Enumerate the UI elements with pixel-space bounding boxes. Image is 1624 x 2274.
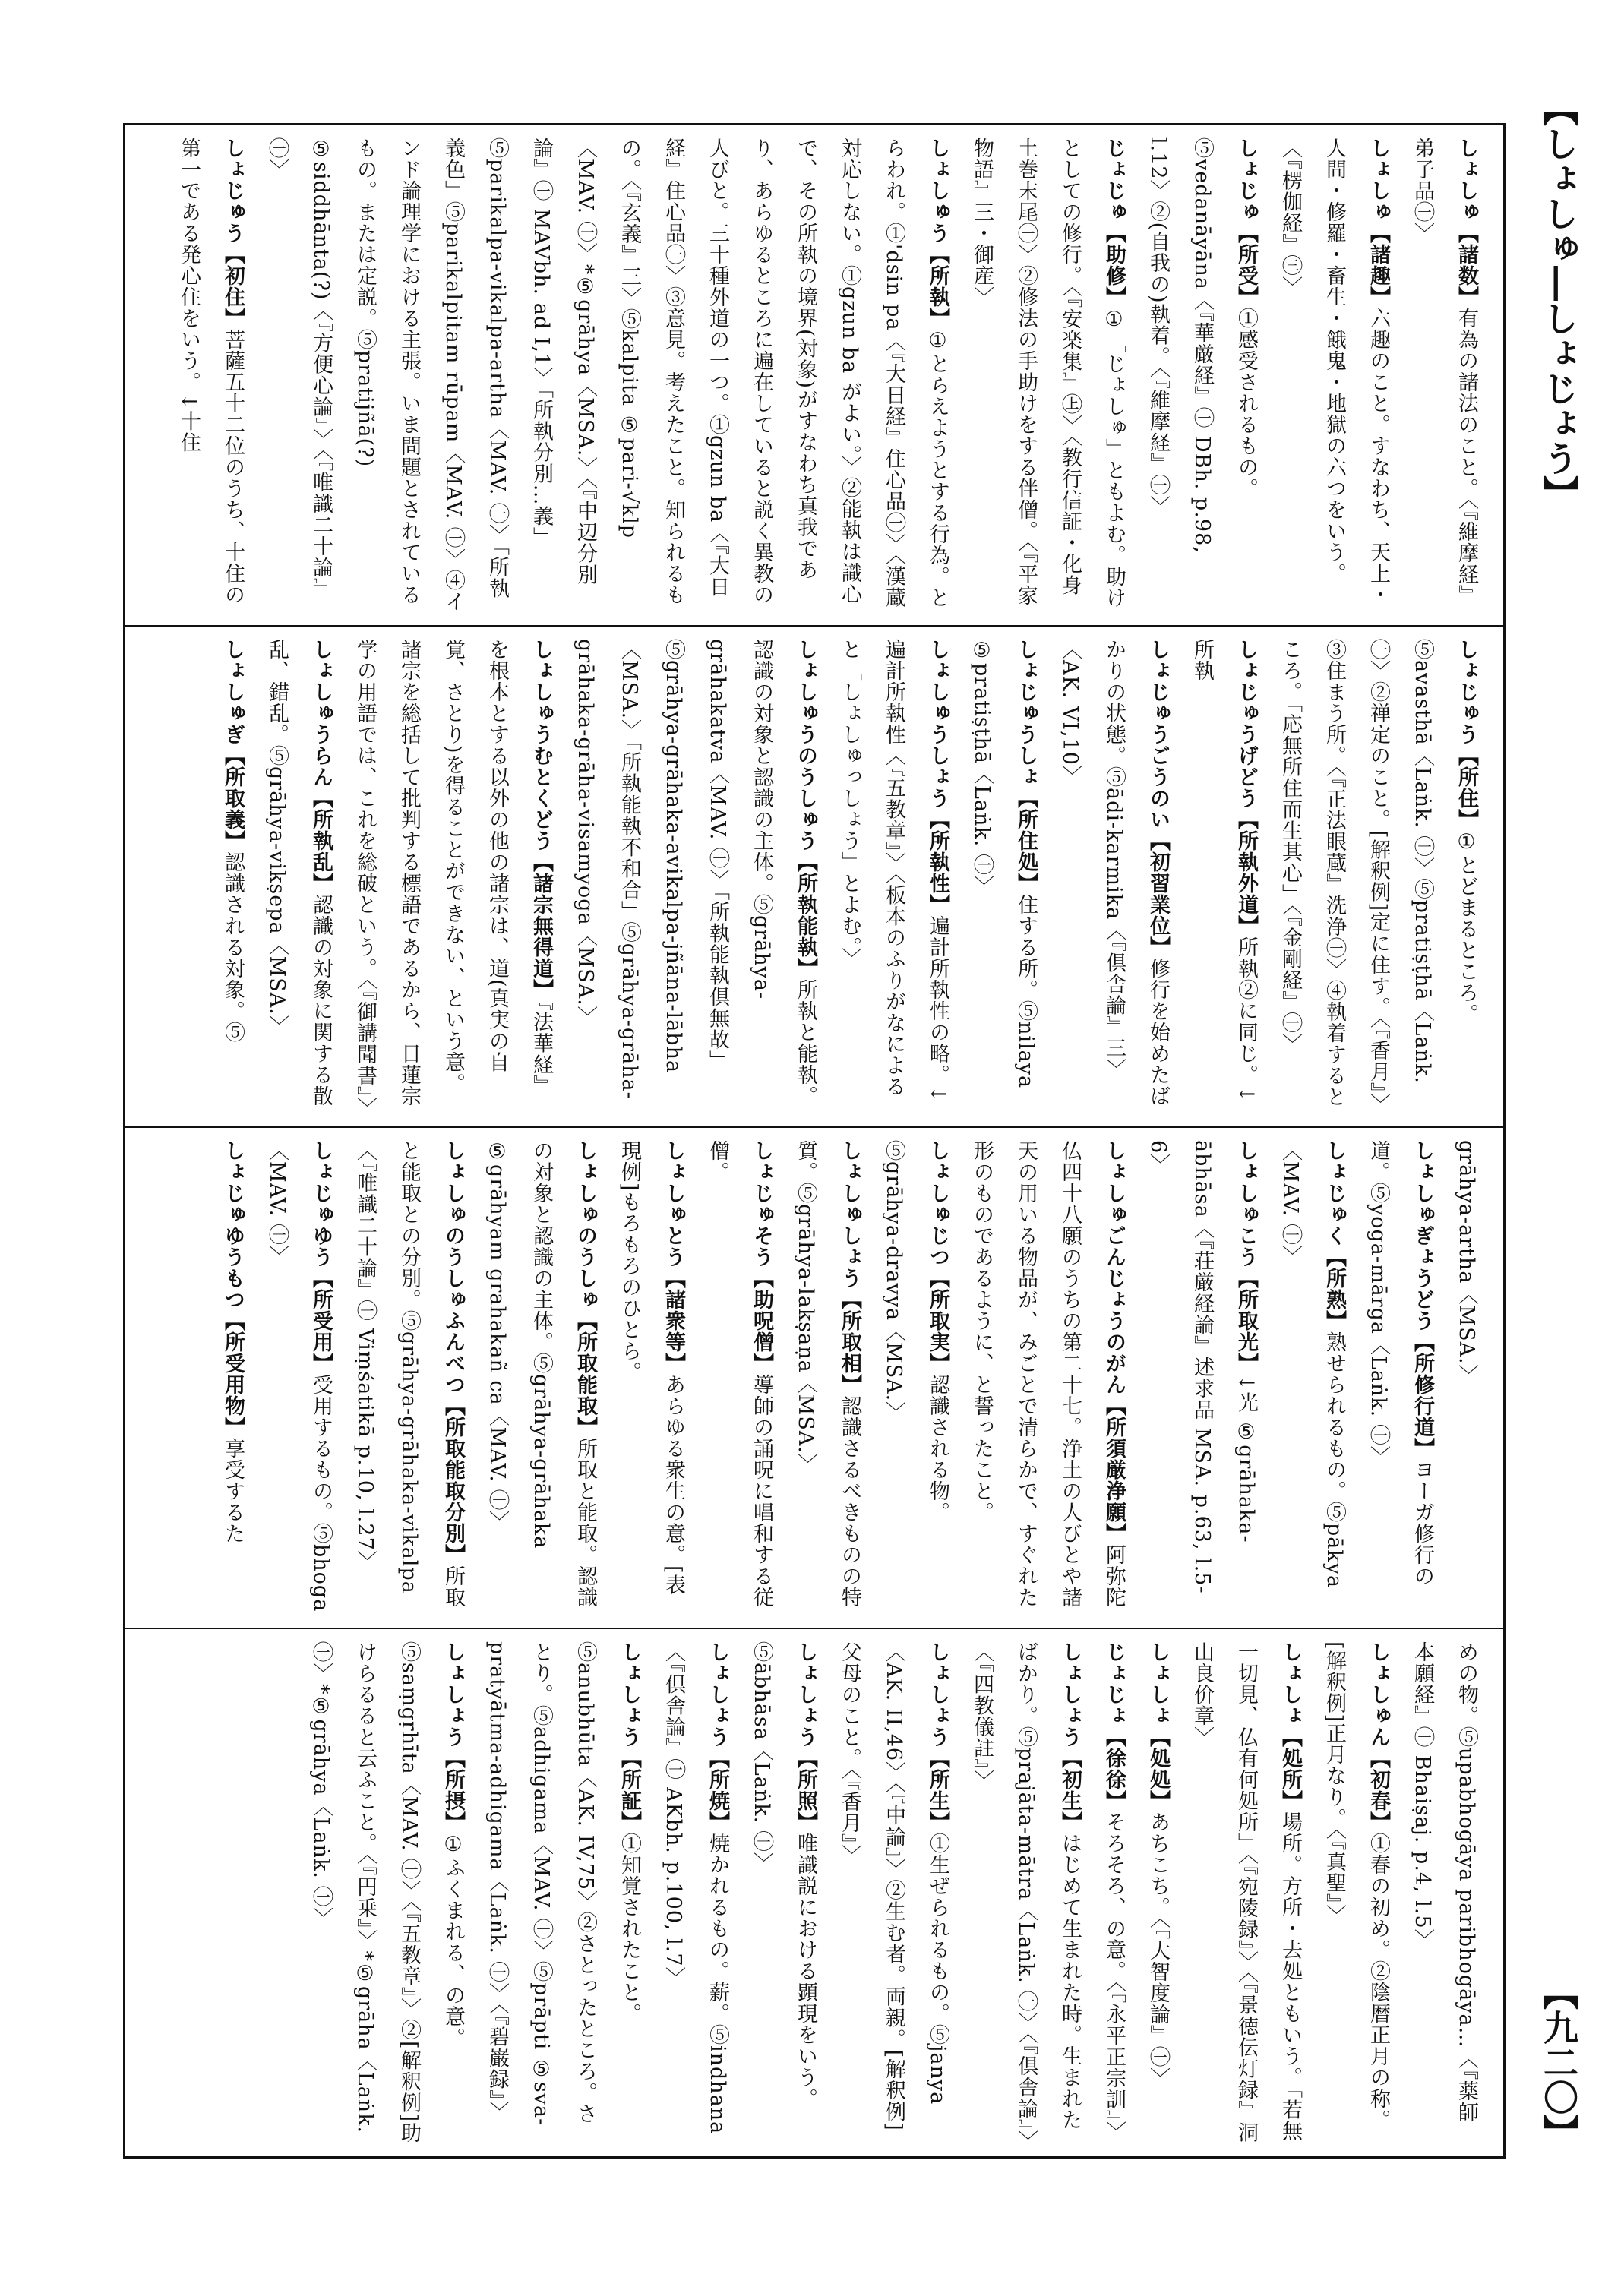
dictionary-entry [607,1140,695,1615]
entry-reading: しょしゅこう [1234,1140,1258,1268]
dictionary-entry [475,1140,607,1615]
dictionary-entry [299,1641,475,2144]
entry-headword: 【初習業位】 [1146,830,1170,958]
entry-definition: 六趣のこと。すなわち、天上・人間・修羅・畜生・餓鬼・地獄の六つをいう。〈『楞伽経』㊂〉 [1278,137,1390,605]
dictionary-entry [827,1641,959,2144]
entry-headword: 【所受用物】 [221,1310,245,1438]
entry-definition: 所取と能取。認識の対象と認識の主体。⑤grāhya-grāhaka ⑤grāhyam grahakañ ca〈MAV. ㊀〉 [485,1140,597,1608]
dictionary-entry [695,1140,783,1615]
entry-definition: あちこち。〈『大智度論』㊀〉 [1146,1811,1170,2089]
entry-headword: 【所執能執】 [794,851,817,979]
entry-definition: 享受するた [221,1438,245,1544]
entry-reading: しょしゅぎ [221,639,245,745]
entry-definition: 所取と能取との分別。⑤grāhya-grāhaka-vikalpa〈『唯識二十論』㊀ Viṃśatikā p.10, l.27〉 [353,1140,465,1608]
dictionary-entry [959,1641,1092,2144]
tier-4 [125,1629,1503,2156]
entry-headword: 【所証】 [618,1748,641,1833]
dictionary-entry [254,137,959,613]
entry-definition: 所執と能執。認識の対象と認識の主体。⑤grāhya-grāhakatva〈MAV. ㊀〉「所執能執倶無故」⑤grāhya-grāhaka-avikalpa-jñāna-lābha〈MSA.〉「所執能執不和合」⑤grāhya-grāha-grāhaka-grāha-visamyoga〈MSA.〉 [573,639,817,1107]
entry-headword: 【所焼】 [706,1748,729,1833]
dictionary-entry [563,639,827,1114]
page-number: 【九二〇】 [1538,1975,1579,2149]
entry-definition: 場所。方所・去処ともいう。「若無一切見、仏有何処所」〈『宛陵録』〉〈『景徳伝灯録』洞山良价章〉 [1190,1641,1302,2143]
entry-definition: 焼かれるもの。薪。⑤indhana〈『倶舎論』㊀ AKbh. p.100, l.7〉 [662,1641,729,2135]
entry-headword: 【所須厳浄願】 [1102,1395,1126,1544]
entry-definition: ①とどまるところ。⑤avasthā〈Laṅk. ㊀〉⑤pratiṣṭhā〈Laṅk. ㊀〉②禅定のこと。[解釈例]定に住す。〈『香月』〉③住まう所。〈『正法眼蔵』洗浄㊀〉④執着するところ。「応無所住而生其心」〈『金剛経』㊀〉 [1278,639,1478,1107]
entry-reading: じょじょ [1102,1641,1126,1726]
dictionary-entry [1047,639,1180,1114]
entry-definition: 『法華経』を根本とする以外の他の諸宗は、道(真実の自覚、さとり)を得ることができない、という意。諸宗を総括して批判する標語であるから、日蓮宗学の用語では、これを総破という。〈『御講聞書』〉 [353,639,553,1119]
entry-reading: じょじゅ [1102,137,1126,223]
entry-reading: しょしゅう [926,137,949,244]
entry-reading: しょしゅじつ [926,1140,949,1268]
dictionary-entry [959,639,1047,1114]
dictionary-entry [1180,639,1268,1114]
entry-definition: ↓光 ⑤grāhaka-ābhāsa〈『荘厳経論』述求品 MSA. p.63, l.5-6〉 [1146,1140,1258,1594]
dictionary-entry [1356,1140,1444,1615]
dictionary-entry [1268,639,1488,1114]
entry-definition: そろそろ、の意。〈『永平正宗訓』〉 [1102,1811,1126,2143]
entry-reading: しょしょう [618,1641,641,1748]
entry-reading: しょじゅ [1234,137,1258,223]
entry-headword: 【所摂】 [441,1748,465,1833]
entry-definition: ①ふくまれる、の意。⑤saṃgṛhīta〈MAV. ㊀〉〈『五教章』〉②[解釈例]助けらるると云ふこと。〈『円乗』〉*⑤grāha〈Laṅk. ㊀〉*⑤grāhya〈Laṅk. ㊀〉 [309,1641,465,2144]
entry-headword: 【所熟】 [1322,1246,1346,1331]
tier-3 [125,1128,1503,1629]
entry-definition: はじめて生まれた時。生まれたばかり。⑤prajāta-mātra〈Laṅk. ㊀〉〈『倶舎論』〉〈『四教儀註』〉 [970,1641,1082,2142]
entry-definition: 阿弥陀仏四十八願のうちの第二十七。浄土の人びとや諸天の用いる物品が、みごとで清らかで、すぐれた形のものであるように、と誓ったこと。 [970,1140,1126,1608]
dictionary-entry [1136,137,1268,613]
entry-reading: しょじゅうげどう [1234,639,1258,809]
entry-reading: しょしゅん [1366,1641,1390,1748]
dictionary-entry [1312,1641,1400,2144]
entry-reading: しょしょう [441,1641,465,1748]
entry-definition: ①「じょしゅ」ともよむ。助けとしての修行。〈『安楽集』㊤〉〈教行信証・化身土巻末尾㊀〉②修法の手助けをする伴僧。〈『平家物語』三・御産〉 [970,137,1126,608]
dictionary-entry [1400,1641,1488,2144]
entry-definition: ①生ぜられるもの。⑤janya〈AK. II,46〉〈『中論』〉②生む者。両親。[解釈例]父母のこと。〈『香月』〉 [838,1641,949,2131]
entry-definition: ①感受されるもの。⑤vedanāyāna〈『華厳経』㊀ DBh. p.98, l.12〉②(自我の)執着。〈『維摩経』㊀〉 [1146,137,1258,554]
entry-reading: しょじゅゆう [309,1140,333,1268]
entry-headword: 【処処】 [1146,1726,1170,1811]
entry-headword: 【所修行道】 [1411,1331,1434,1459]
entry-headword: 【助修】 [1102,223,1126,308]
entry-definition: 認識される物。⑤grāhya-dravya〈MSA.〉 [882,1140,949,1523]
dictionary-entry [827,639,959,1114]
dictionary-entry [959,1140,1136,1615]
entry-headword: 【助呪僧】 [750,1268,773,1374]
running-header: 【しょしゅ―しょじょう】 [1538,91,1579,510]
entry-reading: しょじゅう [221,137,245,244]
entry-reading: しょしゅ [1455,137,1478,223]
dictionary-entry [210,639,254,1114]
entry-reading: しょしょ [1146,1641,1170,1726]
entry-headword: 【所照】 [794,1748,817,1833]
entry-headword: 【所取実】 [926,1268,949,1374]
entry-definition: ①とらえようとする行為。とらわれ。①'dsin pa〈『大日経』住心品㊀〉〈漢蔵対応しない。①gzun ba がよい。〉②能執は識心で、その所執の境界(対象)がすなわち真我であり、あらゆるところに遍在していると説く異教の人びと。三十種外道の一つ。①gzun ba〈『大日経』住心品㊀〉③意見。考えたこと。知られるもの。〈『玄義』三〉⑤kalpita ⑤pari-√klp〈MAV. ㊀〉*⑤grāhya〈MSA.〉〈『中辺分別論』㊀ MAVbh. ad I,1〉「所執分別…義」⑤parikalpa-vikalpa-artha〈MAV. ㊀〉「所執義色」⑤parikalpitam rūpam〈MAV. ㊀〉④インド論理学における主張。いま問題とされているもの。または定説。⑤pratijñā(?) ⑤siddhānta(?)〈『方便心論』〉〈『唯識二十論』㊀〉 [265,137,949,613]
dictionary-entry [651,1641,739,2144]
entry-headword: 【所生】 [926,1748,949,1833]
entry-definition: ヨーガ修行の道。⑤yoga-mārga〈Laṅk. ㊀〉 [1366,1140,1434,1587]
dictionary-entry [1400,137,1488,613]
entry-reading: しょじゅうしょ [1014,639,1038,788]
entry-headword: 【所執】 [926,244,949,329]
dictionary-entry [1092,1641,1136,2144]
entry-definition: 認識さるべきものの特質。⑤grāhya-lakṣaṇa〈MSA.〉 [794,1140,861,1608]
tier-2 [125,627,1503,1128]
entry-headword: 【所受】 [1234,223,1258,308]
dictionary-entry [1180,1641,1312,2144]
entry-headword: 【諸衆等】 [662,1268,685,1374]
entry-definition: あらゆる衆生の意。[表現例]もろもろのひとら。 [618,1140,685,1596]
entry-headword: 【処所】 [1278,1726,1302,1811]
entry-definition: 熟せられるもの。⑤pākya〈MAV. ㊀〉 [1278,1140,1346,1589]
entry-definition: ①知覚されたこと。⑤anubhūta〈AK. IV,75〉②さとったところ。さとり。⑤adhigama〈MAV. ㊀〉⑤prāpti ⑤sva-pratyātma-adhigama〈Laṅk. ㊀〉〈『碧巌録』〉 [485,1641,641,2127]
entry-reading: しょしゅしょう [838,1140,861,1289]
dictionary-entry [871,1140,959,1615]
entry-reading: しょしょ [1278,1641,1302,1726]
entry-headword: 【初住】 [221,244,245,329]
entry-headword: 【所執性】 [926,809,949,915]
entry-reading: しょしゅぎょうどう [1411,1140,1434,1331]
entry-definition: 導師の誦呪に唱和する従僧。 [706,1140,773,1608]
entry-reading: しょしょう [794,1641,817,1748]
dictionary-entry [475,1641,651,2144]
entry-reading: しょじゅゆうもつ [221,1140,245,1310]
entry-reading: しょしゅうしょう [926,639,949,809]
entry-headword: 【諸宗無得道】 [529,851,553,1000]
entry-reading: しょしゅうらん [309,639,333,788]
dictionary-entry [166,137,254,613]
entry-definition: grāhya-artha〈MSA.〉 [1455,1140,1478,1386]
entry-reading: しょじゅうごうのい [1146,639,1170,830]
entry-headword: 【所受用】 [309,1268,333,1374]
entry-reading: しょじゅう [1455,639,1478,745]
entry-definition: 唯識説における顕現をいう。⑤ābhāsa〈Laṅk. ㊀〉 [750,1641,817,2109]
dictionary-entry [1136,1641,1180,2144]
dictionary-entry [254,1140,343,1615]
entry-headword: 【諸数】 [1455,223,1478,308]
dictionary-entry [783,1140,871,1615]
dictionary-entry [1268,137,1400,613]
entry-reading: しょしゅ [1366,137,1390,223]
entry-reading: しょしょう [706,1641,729,1748]
entry-reading: しょしゅうむとくどう [529,639,553,851]
entry-headword: 【所取能取分別】 [441,1395,465,1565]
entry-headword: 【所住処】 [1014,788,1038,894]
entry-definition: 有為の諸法のこと。〈『維摩経』弟子品㊀〉 [1411,137,1478,606]
entry-definition: 認識の対象に関する散乱、錯乱。⑤grāhya-vikṣepa〈MSA.〉 [265,639,333,1107]
entry-reading: しょしゅうのうしゅう [794,639,817,851]
entry-definition: 修行を始めたばかりの状態。⑤ādi-karmika〈『倶舎論』三〉〈AK. VI,10〉 [1058,639,1170,1107]
dictionary-entry [959,137,1136,613]
entry-reading: しょじゅそう [750,1140,773,1268]
entry-headword: 【徐徐】 [1102,1726,1126,1811]
entry-reading: しょしゅのうしゅふんべつ [441,1140,465,1395]
tier-1 [125,125,1503,627]
entry-definition: 所執②に同じ。↓所執 [1190,639,1258,1104]
entry-definition: 受用するもの。⑤bhoga〈MAV. ㊀〉 [265,1140,333,1612]
entry-headword: 【所執乱】 [309,788,333,894]
entry-headword: 【所住】 [1455,745,1478,830]
dictionary-entry [1444,1140,1488,1615]
entry-definition: ①春の初め。②陰暦正月の称。[解釈例]正月なり。〈『真聖』〉 [1322,1641,1390,2130]
entry-definition: 住する所。⑤nilaya ⑤pratiṣṭhā〈Laṅk. ㊀〉 [970,639,1038,1089]
entry-headword: 【所取義】 [221,745,245,851]
entry-reading: しょじゅく [1322,1140,1346,1246]
entry-definition: 認識される対象。⑤ [221,851,245,1043]
entry-headword: 【初生】 [1058,1748,1082,1833]
dictionary-entry [343,1140,475,1615]
entry-headword: 【所執外道】 [1234,809,1258,936]
entry-reading: しょしゅのうしゅ [573,1140,597,1310]
entry-reading: しょしゅごんじょうのがん [1102,1140,1126,1395]
dictionary-entry [210,1140,254,1615]
entry-headword: 【所取能取】 [573,1310,597,1438]
entry-reading: しょしゅとう [662,1140,685,1268]
dictionary-page [123,123,1506,2159]
entry-headword: 【初春】 [1366,1748,1390,1833]
entry-headword: 【所取相】 [838,1289,861,1395]
entry-headword: 【諸趣】 [1366,223,1390,308]
dictionary-entry [1268,1140,1356,1615]
dictionary-entry [254,639,343,1114]
dictionary-entry [739,1641,827,2144]
entry-definition: めの物。⑤upabhogāya paribhogāya…〈『薬師本願経』㊀ Bhaiṣaj. p.4, l.5〉 [1411,1641,1478,2124]
entry-headword: 【所取光】 [1234,1268,1258,1374]
entry-definition: 遍計所執性の略。↓遍計所執性〈『五教章』〉〈板本のふりがなによると「しょしゅっしょう」とよむ。〉 [838,639,949,1104]
dictionary-entry [1136,1140,1268,1615]
entry-reading: しょしょう [926,1641,949,1748]
dictionary-entry [343,639,563,1119]
entry-reading: しょしょう [1058,1641,1082,1748]
entry-definition: 菩薩五十二位のうち、十住の第一である発心住をいう。↓十住 [177,137,245,605]
